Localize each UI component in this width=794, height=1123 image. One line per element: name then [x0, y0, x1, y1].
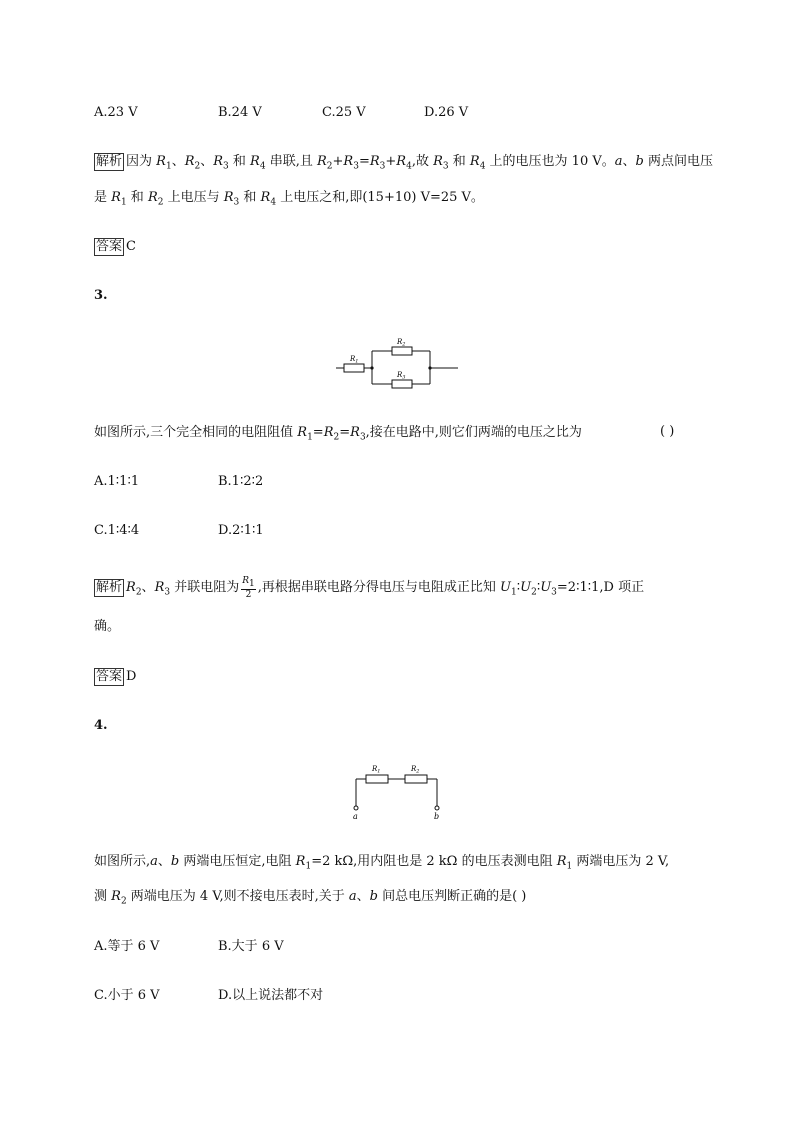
q2-analysis-line2: 是 $R_1$ 和 $R_2$ 上电压与 $R_3$ 和 $R_4$ 上电压之和,即(15+10) V=25 V。 — [94, 190, 484, 208]
q4-stem-line1: 如图所示,a、b 两端电压恒定,电阻 $R_1=2$ kΩ,用内阻也是 2 kΩ 的电压表测电阻 $R_1$ 两端电压为 2 V, — [94, 854, 670, 872]
label-b: b — [434, 812, 440, 821]
q3-answer-paren: ( ) — [660, 424, 675, 439]
answer-value: D — [126, 669, 137, 684]
label-r2: $R_2$ — [411, 765, 420, 775]
option-c: C.25 V — [322, 105, 366, 120]
analysis-tag: 解析 — [96, 154, 123, 169]
label-r1: $R_1$ — [372, 765, 381, 775]
circuit-diagram-q4 — [348, 760, 448, 822]
q4-option-a: A.等于 6 V — [94, 939, 160, 954]
q3-option-b: B.1∶2∶2 — [218, 474, 264, 489]
label-a: a — [353, 812, 358, 821]
q2-answer — [94, 238, 136, 256]
question-number-4: 4. — [94, 718, 108, 733]
q3-answer — [94, 668, 136, 686]
label-r3: $R_3$ — [397, 371, 406, 381]
answer-value: C — [126, 239, 136, 254]
question-number-3: 3. — [94, 288, 108, 303]
q3-stem: 如图所示,三个完全相同的电阻阻值 $R_1=R_2=R_3$,接在电路中,则它们两端的电压之比为 — [94, 425, 582, 443]
label-r1: $R_1$ — [350, 355, 359, 365]
q4-option-c: C.小于 6 V — [94, 988, 160, 1003]
q4-option-b: B.大于 6 V — [218, 939, 284, 954]
q3-analysis-line2: 确。 — [94, 619, 121, 634]
answer-tag: 答案 — [96, 239, 123, 254]
q3-analysis-line1 — [94, 576, 644, 602]
q4-option-d: D.以上说法都不对 — [218, 988, 324, 1003]
answer-tag: 答案 — [96, 669, 123, 684]
analysis-text-1: 因为 $R_1$、$R_2$、$R_3$ 和 $R_4$ 串联,且 $R_2+R_3=R_3+R_4$,故 $R_3$ 和 $R_4$ 上的电压也为 10 V。a、b 两点间电压 — [126, 154, 713, 172]
label-r2: $R_2$ — [397, 338, 406, 348]
q3-option-a: A.1∶1∶1 — [94, 474, 140, 489]
option-a: A.23 V — [94, 105, 138, 120]
circuit-diagram-q3 — [336, 332, 460, 390]
option-b: B.24 V — [218, 105, 262, 120]
q3-option-c: C.1∶4∶4 — [94, 523, 140, 538]
q3-option-d: D.2∶1∶1 — [218, 523, 264, 538]
option-d: D.26 V — [424, 105, 469, 120]
q2-analysis-line1 — [94, 153, 713, 176]
fraction-r1-over-2: $\frac{R_1}{2}$ — [242, 576, 255, 600]
analysis-text-q3: $R_2$、$R_3$ 并联电阻为 $\frac{R_1}{2}$ ,再根据串联电路分得电压与电阻成正比知 $U_1∶U_2∶U_3=2∶1∶1,D$ 项正 — [126, 576, 645, 600]
analysis-tag: 解析 — [96, 580, 123, 596]
q4-stem-line2: 测 $R_2$ 两端电压为 4 V,则不接电压表时,关于 a、b 间总电压判断正确的是( ) — [94, 889, 527, 907]
